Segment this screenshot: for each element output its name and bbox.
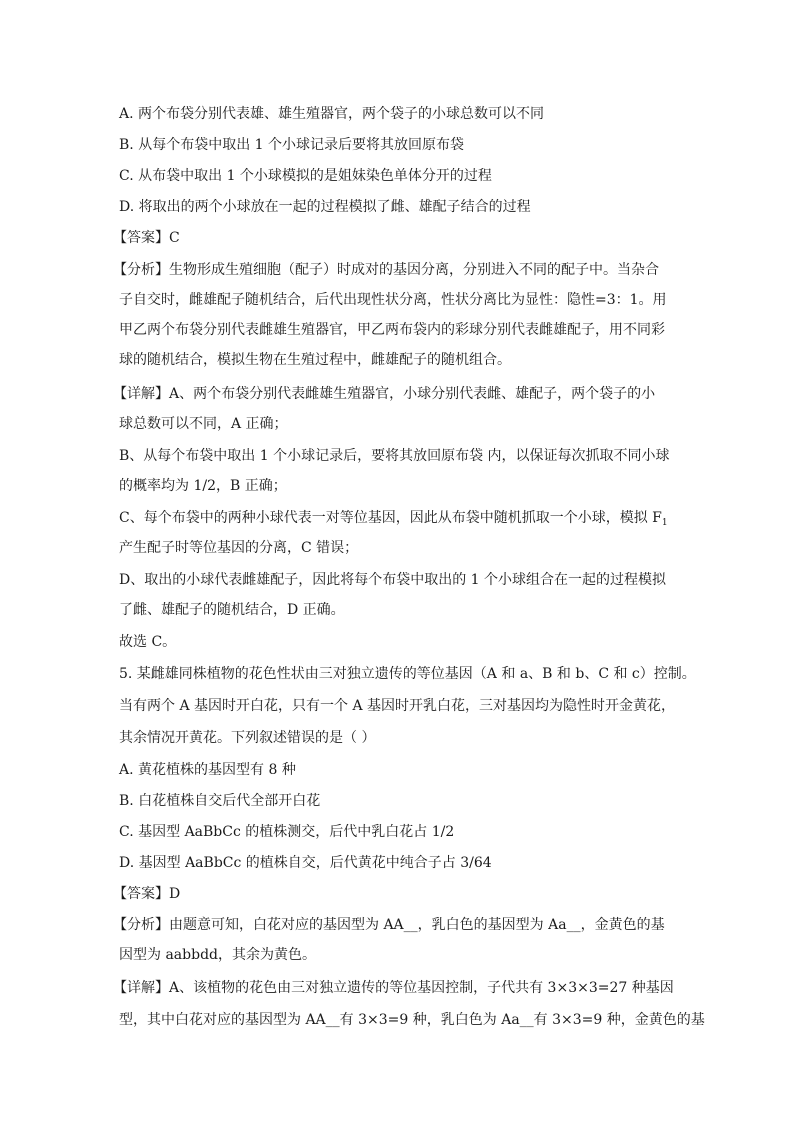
q5-detail-text-1: A、该植物的花色由三对独立遗传的等位基因控制，子代共有 3×3×3=27 种基因 xyxy=(169,980,674,996)
q4-detail-label: 【详解】 xyxy=(113,386,169,402)
q4-detail-line-1 xyxy=(113,384,655,404)
q4-option-c: C. 从布袋中取出 1 个小球模拟的是姐妹染色单体分开的过程 xyxy=(119,168,492,184)
q5-analysis-line-1 xyxy=(113,915,665,935)
q4-answer xyxy=(113,228,180,248)
q4-option-a: A. 两个布袋分别代表雄、雄生殖器官，两个袋子的小球总数可以不同 xyxy=(119,106,545,122)
q4-analysis-line-3: 甲乙两个布袋分别代表雌雄生殖器官，甲乙两布袋内的彩球分别代表雌雄配子，用不同彩 xyxy=(119,322,665,338)
q4-analysis-line-1 xyxy=(113,260,659,280)
q5-option-b: B. 白花植株自交后代全部开白花 xyxy=(119,793,321,809)
q5-analysis-line-2: 因型为 aabbdd，其余为黄色。 xyxy=(119,947,316,963)
q5-analysis-text-1: 由题意可知，白花对应的基因型为 AA__，乳白色的基因型为 Aa__，金黄色的基 xyxy=(169,917,665,933)
q5-answer-value: D xyxy=(169,886,181,902)
q5-detail-line-2: 型，其中白花对应的基因型为 AA__有 3×3=9 种，乳白色为 Aa__有 3×3=9 种，金黄色的基 xyxy=(119,1012,705,1028)
q4-conclusion: 故选 C。 xyxy=(119,634,177,650)
q4-detail-line-2: 球总数可以不同，A 正确； xyxy=(119,416,288,432)
q5-stem-line-3: 其余情况开黄花。下列叙述错误的是（ ） xyxy=(119,730,376,746)
q4-detail-text-1: A、两个布袋分别代表雌雄生殖器官，小球分别代表雌、雄配子，两个袋子的小 xyxy=(169,386,656,402)
q4-analysis-label: 【分析】 xyxy=(113,262,169,278)
q4-detail-line-4: 的概率均为 1/2，B 正确； xyxy=(119,478,287,494)
q5-stem-line-1: 5. 某雌雄同株植物的花色性状由三对独立遗传的等位基因（A 和 a、B 和 b、C 和 c）控制。 xyxy=(119,666,696,682)
q4-detail-line-7: D、取出的小球代表雌雄配子，因此将每个布袋中取出的 1 个小球组合在一起的过程模拟 xyxy=(119,572,667,588)
q5-option-d: D. 基因型 AaBbCc 的植株自交，后代黄花中纯合子占 3/64 xyxy=(119,855,492,871)
q5-analysis-label: 【分析】 xyxy=(113,917,169,933)
q4-detail-line-5 xyxy=(119,508,668,528)
q4-detail-line-3: B、从每个布袋中取出 1 个小球记录后，要将其放回原布袋 内，以保证每次抓取不同小球 xyxy=(119,448,670,464)
q4-detail-text-5: C、每个布袋中的两种小球代表一对等位基因，因此从布袋中随机抓取一个小球，模拟 F xyxy=(119,510,662,526)
q4-option-b: B. 从每个布袋中取出 1 个小球记录后要将其放回原布袋 xyxy=(119,137,464,153)
q4-detail-line-8: 了雌、雄配子的随机结合，D 正确。 xyxy=(119,602,345,618)
q5-detail-line-1 xyxy=(113,978,674,998)
q4-option-d: D. 将取出的两个小球放在一起的过程模拟了雌、雄配子结合的过程 xyxy=(119,199,531,215)
q5-stem-line-2: 当有两个 A 基因时开白花，只有一个 A 基因时开乳白花，三对基因均为隐性时开金黄花， xyxy=(119,698,676,714)
q5-option-c: C. 基因型 AaBbCc 的植株测交，后代中乳白花占 1/2 xyxy=(119,824,455,840)
q5-option-a: A. 黄花植株的基因型有 8 种 xyxy=(119,762,296,778)
q5-answer xyxy=(113,884,180,904)
q5-detail-label: 【详解】 xyxy=(113,980,169,996)
q4-analysis-line-4: 球的随机结合，模拟生物在生殖过程中，雌雄配子的随机组合。 xyxy=(119,352,511,368)
q4-analysis-line-2: 子自交时，雌雄配子随机结合，后代出现性状分离，性状分离比为显性：隐性=3：1。用 xyxy=(119,292,667,308)
q4-answer-value: C xyxy=(169,230,180,246)
f1-subscript: 1 xyxy=(661,518,668,528)
q4-analysis-text-1: 生物形成生殖细胞（配子）时成对的基因分离，分别进入不同的配子中。当杂合 xyxy=(169,262,659,278)
q5-answer-label: 【答案】 xyxy=(113,886,169,902)
q4-answer-label: 【答案】 xyxy=(113,230,169,246)
q4-detail-line-6: 产生配子时等位基因的分离，C 错误； xyxy=(119,540,359,556)
